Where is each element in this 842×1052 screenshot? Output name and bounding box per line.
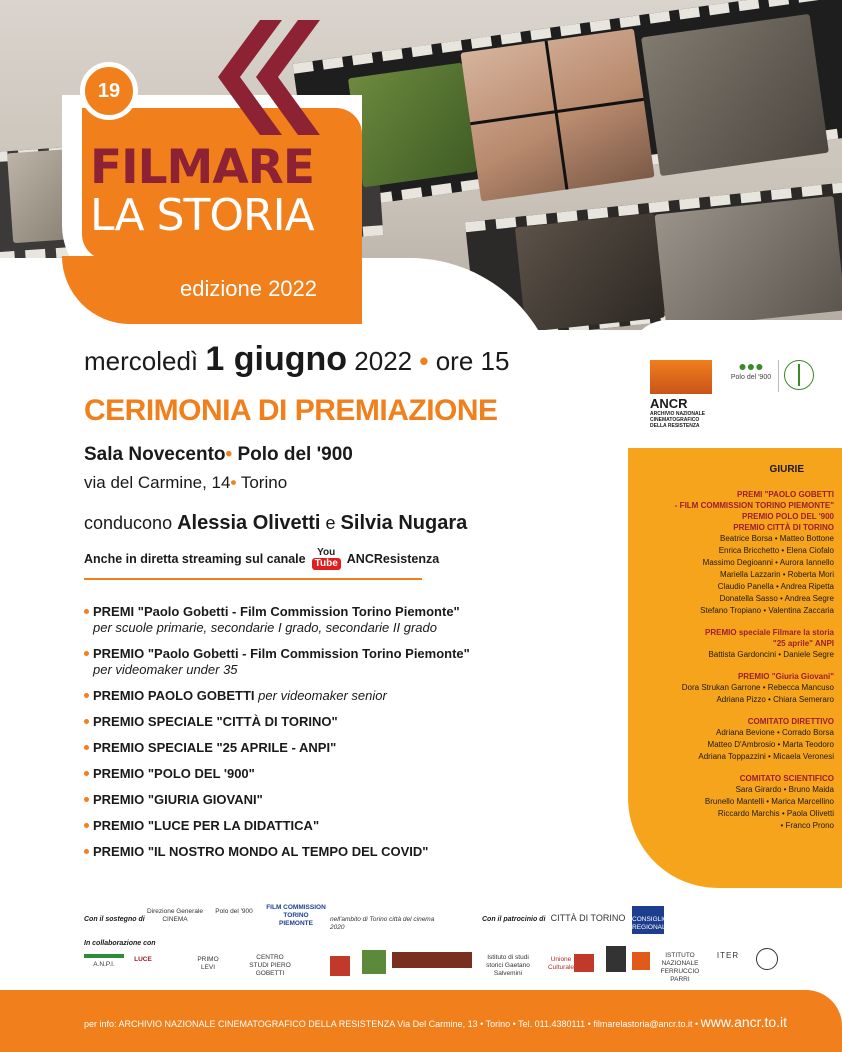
edition-number-badge: 19 [80, 62, 138, 120]
collaboration-label: In collaborazione con [84, 940, 156, 947]
patronage-label: Con il patrocinio di [482, 916, 546, 923]
juries-heading: GIURIE [769, 464, 804, 475]
chevrons-icon [200, 20, 320, 135]
weekday: mercoledì [84, 346, 199, 376]
ancr-logo: ANCR ARCHIVIO NAZIONALE CINEMATOGRAFICO DELLA RESISTENZA [650, 360, 712, 432]
event-title: CERIMONIA DI PREMIAZIONE [84, 394, 498, 427]
prize-item: PREMIO "LUCE PER LA DIDATTICA" [84, 818, 544, 834]
collab-logo-mark [574, 954, 594, 972]
collab-logo: Unione Culturale [547, 956, 574, 971]
website-link[interactable]: www.ancr.to.it [700, 1014, 788, 1030]
collab-logo: LUCE [134, 956, 152, 963]
collab-logo-mark [330, 956, 350, 976]
channel-name[interactable]: ANCResistenza [346, 552, 440, 566]
collab-logo-mark [632, 952, 650, 970]
polo-900-logo: ●●● Polo del '900 [728, 358, 774, 394]
year: 2022 [354, 346, 413, 376]
prize-item: PREMIO SPECIALE "25 APRILE - ANPI" [84, 740, 544, 756]
divider [778, 360, 779, 392]
juries-panel [628, 448, 842, 888]
support-label: Con il sostegno di [84, 916, 145, 923]
youtube-icon[interactable]: You Tube [312, 548, 341, 570]
venue: Sala Novecento• Polo del '900 [84, 444, 353, 465]
collab-logo-mark [362, 950, 386, 974]
collab-logo: CENTRO STUDI PIERO GOBETTI [249, 954, 291, 977]
prize-item: PREMI "Paolo Gobetti - Film Commission Torino Piemonte" per scuole primarie, secondarie I grado, secondarie II grado [84, 604, 544, 636]
collab-logo-mark [392, 952, 472, 968]
jury-block: PREMI "PAOLO GOBETTI - FILM COMMISSION TORINO PIEMONTE" PREMIO POLO DEL '900 PREMIO CITTÀ DI TORINO Beatrice Borsa • Matteo Bottone Enrica Bricchetto • Elena Ciofalo Massimo Degioanni • Aurora Iannello Mariella Lazzarin • Roberta Mori Claudio Panella • Andrea Ripetta Donatella Sasso • Andrea Segre Stefano Tropiano • Valentina Zaccaria [674, 490, 834, 615]
prize-item: PREMIO "IL NOSTRO MONDO AL TEMPO DEL COVID" [84, 844, 544, 860]
jury-block: PREMIO speciale Filmare la storia "25 aprile" ANPI Battista Gardoncini • Daniele Segre [705, 628, 834, 659]
ancr-emblem-icon [650, 360, 712, 394]
footer-info: per info: ARCHIVIO NAZIONALE CINEMATOGRAFICO DELLA RESISTENZA Via Del Carmine, 13 • Torino • Tel. 011.4380111 • filmarelastoria@ancr.to.it • www.ancr.to.it [84, 1014, 788, 1030]
logo-title-line2: LA STORIA [90, 190, 314, 241]
collab-logo: Istituto di studi storici Gaetano Salvemini [486, 954, 530, 977]
film-frame-man [641, 14, 829, 176]
sponsor-logo: Direzione Generale CINEMA [146, 908, 203, 923]
jury-block: COMITATO SCIENTIFICO Sara Girardo • Bruno Maida Brunello Mantelli • Marica Marcellino Riccardo Marchis • Paola Olivetti • Franco Prono [704, 774, 834, 830]
host-name: Alessia Olivetti [177, 512, 321, 534]
patronage-logo: CITTÀ DI TORINO [550, 913, 626, 923]
sponsor-note: nell'ambito di Torino città del cinema 2020 [330, 916, 435, 931]
sponsor-logo: FILM COMMISSION TORINO PIEMONTE [266, 904, 326, 927]
date: 1 giugno [205, 340, 348, 378]
collab-logo-mark [756, 948, 778, 970]
jury-block: COMITATO DIRETTIVO Adriana Bevione • Corrado Borsa Matteo D'Ambrosio • Marta Teodoro Adriana Toppazzini • Micaela Veronesi [698, 717, 834, 761]
collab-logo: PRIMO LEVI [197, 956, 219, 971]
event-date: mercoledì 1 giugno 2022 • ore 15 [84, 340, 510, 378]
collab-logo: ITER [716, 951, 740, 960]
collab-logo: A.N.P.I. [84, 954, 124, 976]
polo-mark-icon: ●●● [738, 358, 764, 374]
prize-list [84, 604, 544, 870]
jury-block: PREMIO "Giuria Giovani" Dora Strukan Garrone • Rebecca Mancuso Adriana Pizzo • Chiara Semeraro [681, 672, 834, 704]
divider [84, 578, 422, 580]
logo-title-line1: FILMARE [90, 140, 314, 195]
film-frame-girl-portrait [460, 29, 654, 202]
host-name: Silvia Nugara [340, 512, 468, 534]
address: via del Carmine, 14• Torino [84, 473, 288, 492]
prize-item: PREMIO "Paolo Gobetti - Film Commission Torino Piemonte" per videomaker under 35 [84, 646, 544, 678]
prize-item: PREMIO "POLO DEL '900" [84, 766, 544, 782]
edition-label: edizione 2022 [180, 276, 318, 301]
sponsor-logo: Polo del '900 [215, 908, 253, 915]
prize-item: PREMIO PAOLO GOBETTI per videomaker senior [84, 688, 544, 704]
film-frame-people-on-grass [348, 63, 477, 188]
streaming-info: Anche in diretta streaming sul canale You Tube ANCResistenza [84, 547, 440, 569]
time: ore 15 [435, 346, 510, 376]
prize-item: PREMIO SPECIALE "CITTÀ DI TORINO" [84, 714, 544, 730]
hosts: conducono Alessia Olivetti e Silvia Nugara [84, 512, 468, 534]
prize-item: PREMIO "GIURIA GIOVANI" [84, 792, 544, 808]
patronage-logo: CONSIGLIO REGIONALE [632, 906, 664, 934]
compass-rose-icon [784, 360, 814, 390]
film-frame-road [654, 196, 842, 329]
film-frame-room [515, 213, 665, 330]
collab-logo: ISTITUTO NAZIONALE FERRUCCIO PARRI [660, 952, 700, 983]
collab-logo-mark [606, 946, 626, 972]
